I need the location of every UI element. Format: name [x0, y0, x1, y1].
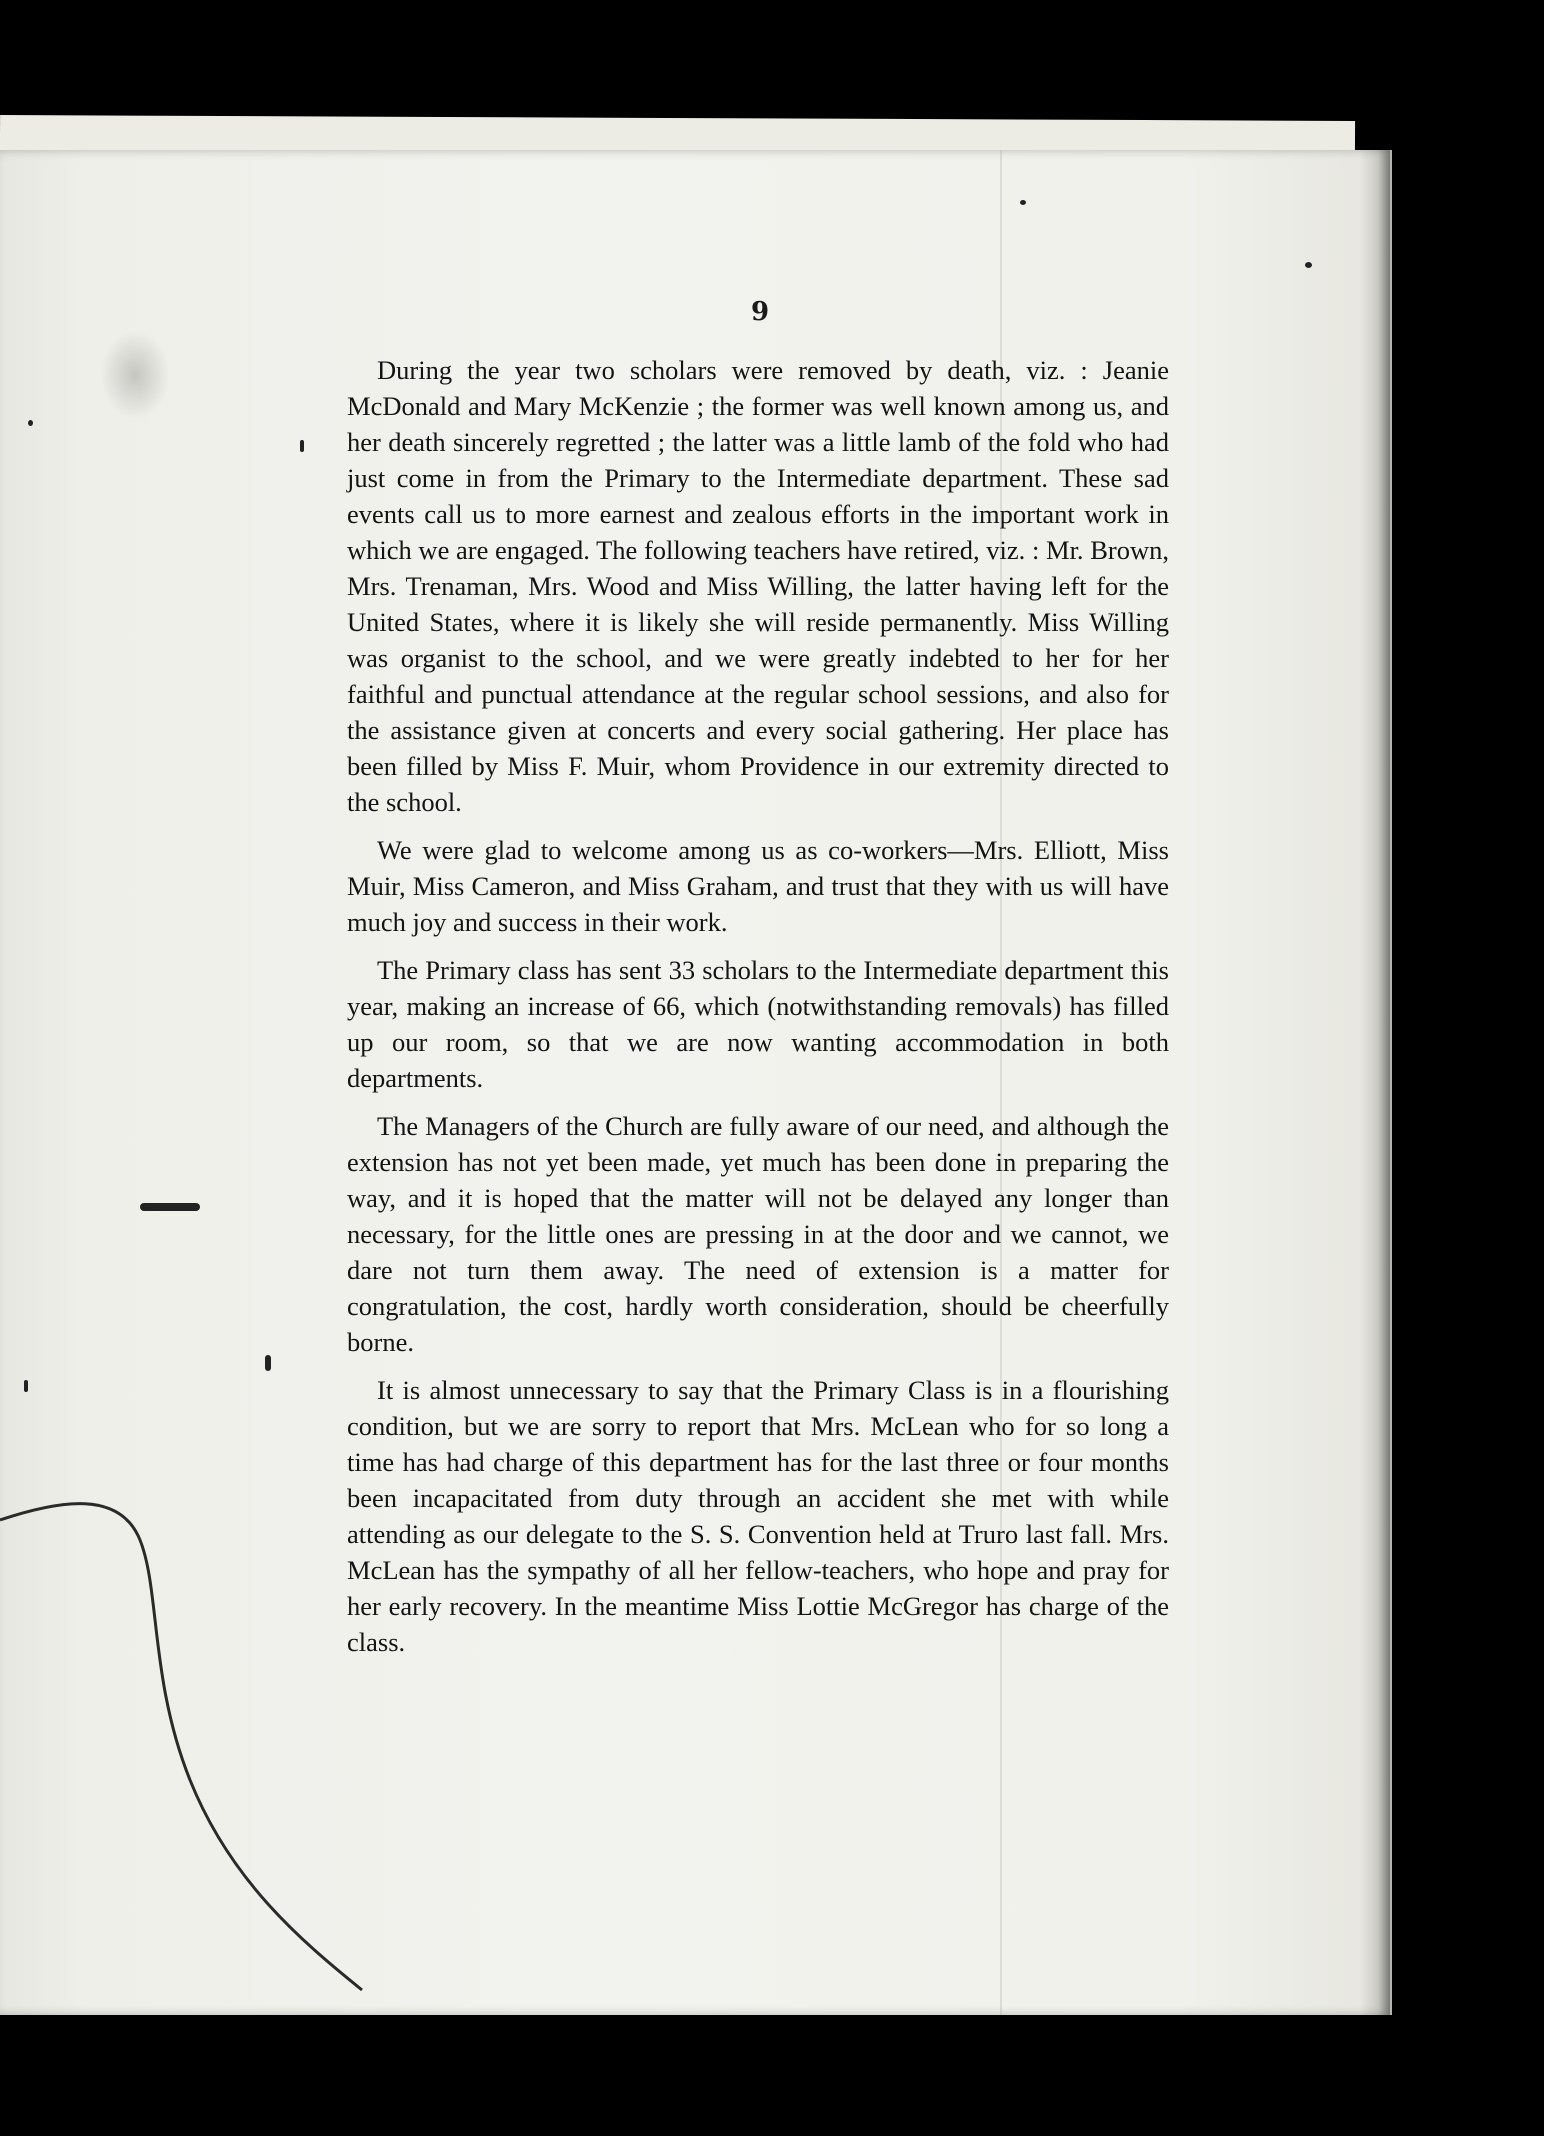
body-text: [347, 352, 1169, 1672]
paragraph: We were glad to welcome among us as co-workers—Mrs. Elliott, Miss Muir, Miss Cameron, and Miss Graham, and trust that they with us will have much joy and success in their work.: [347, 835, 1169, 937]
speck-mark: [28, 420, 33, 426]
speck-mark: [300, 440, 304, 452]
speck-mark: [1020, 200, 1026, 205]
speck-mark: [265, 1355, 271, 1371]
paragraph: During the year two scholars were removed by death, viz. : Jeanie McDonald and Mary McKenzie ; the former was well known among us, and her death sincerely regretted ; the latter was a little lamb of the fold who had just come in from the Primary to the Intermediate department. These sad events call us to more earnest and zealous efforts in the important work in which we are engaged. The following teachers have retired, viz. : Mr. Brown, Mrs. Trenaman, Mrs. Wood and Miss Willing, the latter having left for the United States, where it is likely she will reside permanently. Miss Willing was organist to the school, and we were greatly indebted to her for her faithful and punctual attendance at the regular school sessions, and also for the assistance given at concerts and every social gathering. Her place has been filled by Miss F. Muir, whom Providence in our extremity directed to the school.: [347, 355, 1169, 817]
speck-mark: [24, 1380, 28, 1392]
page-number: 9: [750, 297, 770, 327]
paragraph: The Primary class has sent 33 scholars to the Intermediate department this year, making an increase of 66, which (notwithstanding removals) has filled up our room, so that we are now wanting accommodation in both departments.: [347, 955, 1169, 1093]
speck-mark: [1305, 262, 1312, 268]
paper-right-shadow: [1360, 150, 1390, 2015]
paragraph: The Managers of the Church are fully aware of our need, and although the extension has not yet been made, yet much has been done in preparing the way, and it is hoped that the matter will not be delayed any longer than necessary, for the little ones are pressing in at the door and we cannot, we dare not turn them away. The need of extension is a matter for congratulation, the cost, hardly worth consideration, should be cheerfully borne.: [347, 1111, 1169, 1357]
paper-stain: [100, 330, 170, 420]
ink-smudge-mark: [140, 1203, 200, 1211]
paragraph: It is almost unnecessary to say that the Primary Class is in a flourishing condition, but we are sorry to report that Mrs. McLean who for so long a time has had charge of this department has for the last three or four months been incapacitated from duty through an accident she met with while attending as our delegate to the S. S. Convention held at Truro last fall. Mrs. McLean has the sympathy of all her fellow-teachers, who hope and pray for her early recovery. In the meantime Miss Lottie McGregor has charge of the class.: [347, 1375, 1169, 1657]
pen-stroke-mark: [0, 1500, 400, 2000]
